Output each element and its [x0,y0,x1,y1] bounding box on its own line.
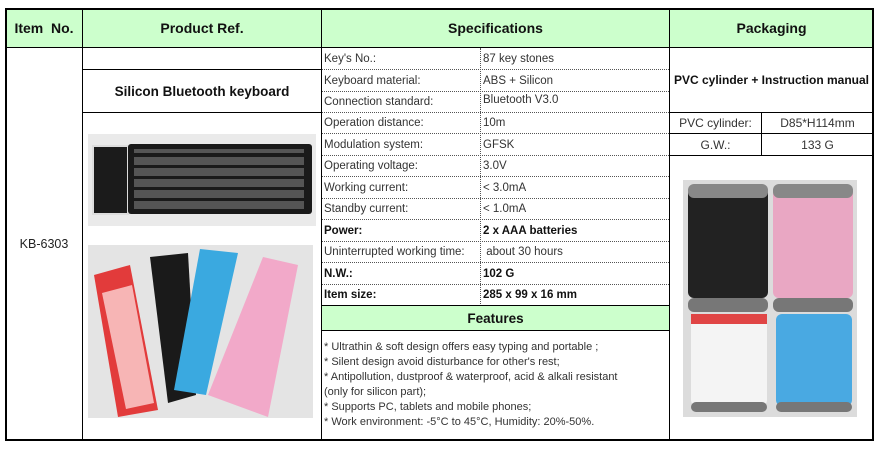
spec-label-working-time [324,242,479,262]
spec-label-text: Keyboard material: [324,74,421,87]
features-bottom-line [321,330,670,331]
spec-value-text: 285 x 99 x 16 mm [483,289,577,301]
features-top-line [321,305,670,306]
spec-label-connection [324,92,479,112]
packaging-label-text: PVC cylinder: [679,116,752,130]
spec-label-text: Power: [324,224,363,237]
spec-label-standby-current [324,199,479,219]
feature-line: * Work environment: -5°C to 45°C, Humidity: 20%-50%. [324,416,595,428]
packaging-label-cylinder [670,113,761,133]
header-specifications-label: Specifications [448,20,543,36]
packaging-value-text: D85*H114mm [780,116,855,130]
spec-value-text: ABS + Silicon [483,74,553,87]
header-item-no [6,9,82,47]
spec-value-material [483,70,668,91]
table-bottom-border [5,439,874,441]
spec-value-working-current [483,177,668,198]
header-specifications [322,9,669,47]
spec-label-text: Modulation system: [324,138,424,151]
spec-value-text: Bluetooth V3.0 [483,94,559,106]
packaging-image-cylinders [683,180,857,417]
spec-label-text: N.W.: [324,267,353,280]
spec-label-size [324,285,479,305]
spec-value-modulation [483,134,668,155]
spec-label-text: Working current: [324,181,409,194]
spec-value-standby-current [483,199,668,219]
spec-value-keys [483,48,668,69]
item-number-text: KB-6303 [19,236,69,251]
header-packaging [670,9,873,47]
spec-value-text: 10m [483,117,506,129]
packaging-description [670,48,873,112]
spec-label-text: Item size: [324,289,377,301]
feature-line: * Supports PC, tablets and mobile phones; [324,401,532,413]
packaging-value-cylinder [762,113,873,133]
spec-label-nw [324,263,479,284]
spec-col-divider [480,48,481,306]
spec-value-distance [483,113,668,133]
item-number [6,48,82,439]
spec-value-power [483,220,668,241]
header-item-no-label: Item No. [14,20,74,36]
feature-line: * Silent design avoid disturbance for other's rest; [324,356,560,368]
header-packaging-label: Packaging [736,20,807,36]
spec-value-working-time [483,242,668,262]
spec-label-keys [324,48,479,69]
header-product-ref-label: Product Ref. [160,20,244,36]
spec-value-text: < 3.0mA [483,181,527,194]
feature-line: (only for silicon part); [324,386,427,398]
spec-value-connection [483,90,668,110]
product-image-colored-keyboards [88,245,313,418]
spec-label-power [324,220,479,241]
spec-label-material [324,70,479,91]
spec-value-text: 102 G [483,267,515,280]
spec-label-modulation [324,134,479,155]
product-name [83,70,321,112]
spec-label-text: Key's No.: [324,52,377,65]
packaging-label-text: G.W.: [700,137,731,152]
packaging-label-gw [670,134,761,155]
feature-line: * Antipollution, dustproof & waterproof, acid & alkali resistant [324,371,618,383]
product-row-line-2 [82,112,322,113]
spec-label-working-current [324,177,479,198]
product-image-black-keyboard [88,134,316,226]
spec-label-text: Connection standard: [324,96,434,108]
spec-value-text: 2 x AAA batteries [483,224,578,237]
spec-value-nw [483,263,668,284]
features-list [324,340,668,430]
feature-line: * Ultrathin & soft design offers easy typing and portable ; [324,341,599,353]
spec-value-voltage [483,156,668,176]
spec-label-voltage [324,156,479,176]
col-divider-2 [321,8,322,440]
spec-value-text: 87 key stones [483,52,554,65]
spec-label-text: Standby current: [324,203,409,215]
packaging-value-text: 133 G [801,137,834,152]
product-name-text: Silicon Bluetooth keyboard [114,83,290,99]
spec-value-text: < 1.0mA [483,203,527,215]
header-product-ref [83,9,321,47]
packaging-description-text: PVC cylinder + Instruction manual [673,73,870,87]
spec-value-text: about 30 hours [483,246,563,258]
table-top-border [5,8,874,10]
spec-label-text: Operating voltage: [324,160,418,172]
packaging-value-gw [762,134,873,155]
spec-value-text: 3.0V [483,160,507,172]
features-header [322,306,669,330]
spec-value-text: GFSK [483,138,515,151]
spec-label-text: Operation distance: [324,117,424,129]
features-title: Features [467,310,524,326]
spec-label-distance [324,113,479,133]
spec-label-text: Uninterrupted working time: [324,246,465,258]
spec-value-size [483,285,668,305]
packaging-line-3 [669,155,873,156]
